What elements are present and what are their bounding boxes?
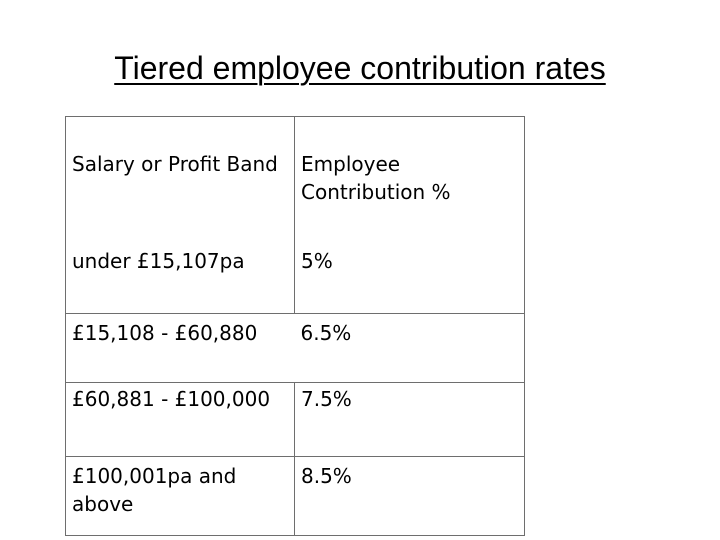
- band-cell: under £15,107pa: [66, 244, 295, 314]
- rate-cell: 7.5%: [295, 383, 525, 457]
- table-header-row: [66, 117, 525, 245]
- table-row: [66, 314, 525, 383]
- header-salary-band: Salary or Profit Band: [66, 117, 295, 245]
- rate-cell: 8.5%: [295, 457, 525, 536]
- contribution-rates-table: [65, 116, 525, 536]
- header-contribution: Employee Contribution %: [295, 117, 525, 245]
- table-row: [66, 244, 525, 314]
- band-cell: £60,881 - £100,000: [66, 383, 295, 457]
- rate-cell: 5%: [295, 244, 525, 314]
- rate-cell: 6.5%: [295, 314, 525, 383]
- slide-title: Tiered employee contribution rates: [114, 50, 606, 86]
- band-cell: £100,001pa and above: [66, 457, 295, 536]
- band-cell: £15,108 - £60,880: [66, 314, 295, 383]
- table-row: [66, 383, 525, 457]
- table-row: [66, 457, 525, 536]
